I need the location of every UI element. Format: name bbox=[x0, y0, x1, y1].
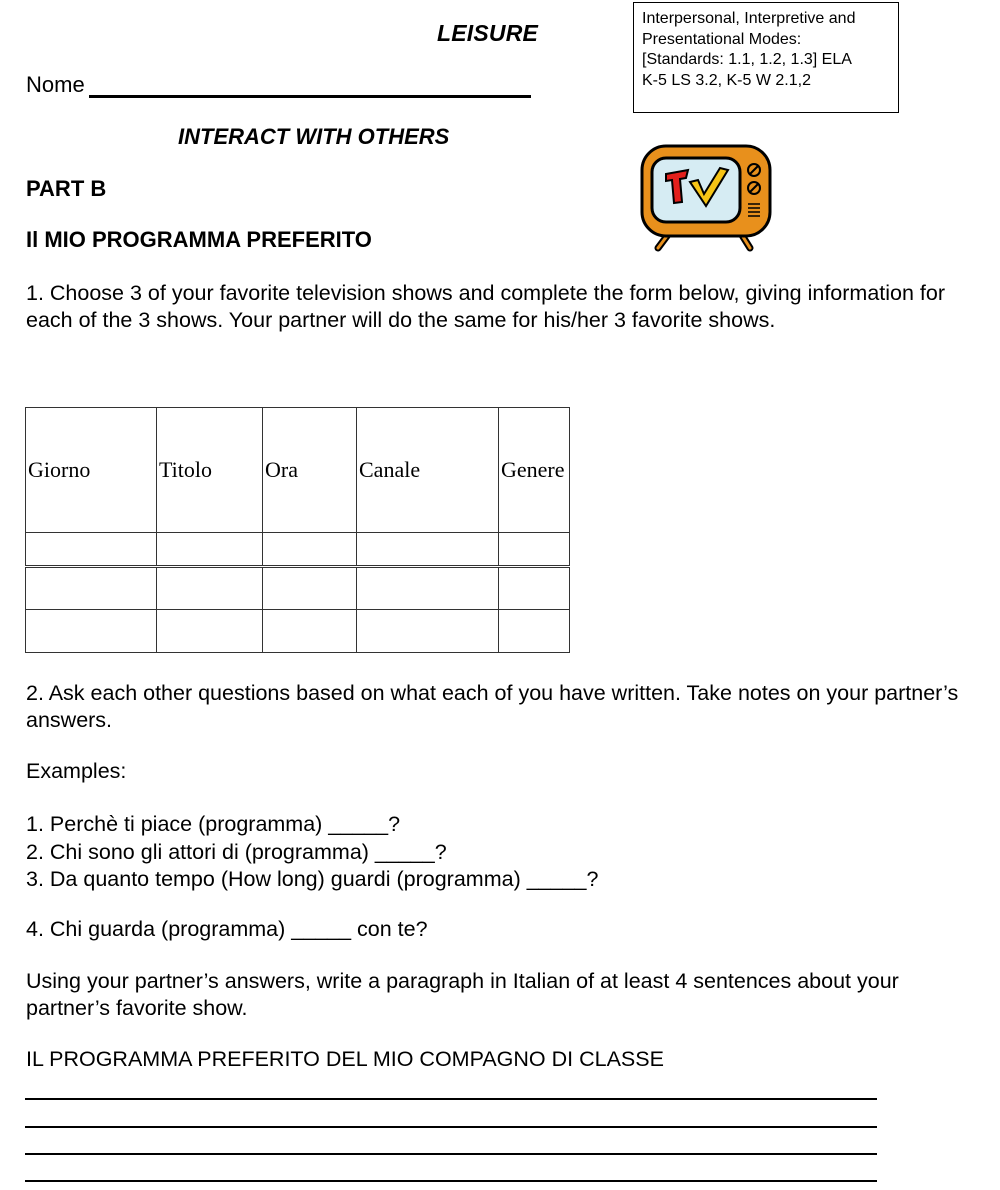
table-cell[interactable] bbox=[357, 567, 499, 610]
table-row bbox=[26, 610, 570, 653]
table-header-row bbox=[26, 408, 570, 533]
examples-list bbox=[26, 811, 598, 894]
page-title: LEISURE bbox=[437, 20, 539, 46]
table-cell[interactable] bbox=[499, 610, 570, 653]
table-cell[interactable] bbox=[157, 567, 263, 610]
name-line[interactable] bbox=[89, 73, 531, 98]
name-label: Nome bbox=[26, 72, 85, 97]
standards-line: [Standards: 1.1, 1.2, 1.3] ELA bbox=[642, 51, 852, 68]
table-cell[interactable] bbox=[26, 610, 157, 653]
column-header-genere: Genere bbox=[499, 408, 570, 533]
table-cell[interactable] bbox=[157, 610, 263, 653]
final-heading: IL PROGRAMMA PREFERITO DEL MIO COMPAGNO DI CLASSE bbox=[26, 1047, 664, 1071]
table-cell[interactable] bbox=[263, 610, 357, 653]
table-cell[interactable] bbox=[263, 533, 357, 567]
example-question: 1. Perchè ti piace (programma) _____? bbox=[26, 812, 401, 836]
examples-label: Examples: bbox=[26, 759, 127, 783]
writing-line[interactable] bbox=[25, 1153, 877, 1155]
table-cell[interactable] bbox=[357, 533, 499, 567]
program-title: Il MIO PROGRAMMA PREFERITO bbox=[26, 227, 372, 252]
column-header-ora: Ora bbox=[263, 408, 357, 533]
standards-box bbox=[633, 2, 899, 113]
table-cell[interactable] bbox=[499, 533, 570, 567]
example-question: 4. Chi guarda (programma) _____ con te? bbox=[26, 917, 428, 941]
example-question: 3. Da quanto tempo (How long) guardi (programma) _____? bbox=[26, 867, 599, 891]
part-label: PART B bbox=[26, 176, 107, 201]
column-header-titolo: Titolo bbox=[157, 408, 263, 533]
writing-line[interactable] bbox=[25, 1098, 877, 1100]
table-cell[interactable] bbox=[26, 533, 157, 567]
table-cell[interactable] bbox=[26, 567, 157, 610]
table-cell[interactable] bbox=[263, 567, 357, 610]
section-subtitle: INTERACT WITH OTHERS bbox=[178, 124, 450, 149]
writing-line[interactable] bbox=[25, 1126, 877, 1128]
table-cell[interactable] bbox=[357, 610, 499, 653]
example-question: 2. Chi sono gli attori di (programma) _____? bbox=[26, 839, 447, 864]
instruction-step-2: 2. Ask each other questions based on what each of you have written. Take notes on your partner’s answers. bbox=[26, 681, 959, 732]
television-icon bbox=[636, 140, 776, 252]
paragraph-instruction: Using your partner’s answers, write a paragraph in Italian of at least 4 sentences about your partner’s favorite show. bbox=[26, 969, 899, 1020]
name-field-row bbox=[26, 72, 531, 98]
standards-line: Interpersonal, Interpretive and bbox=[642, 10, 856, 27]
writing-line[interactable] bbox=[25, 1180, 877, 1182]
standards-line: K-5 LS 3.2, K-5 W 2.1,2 bbox=[642, 71, 811, 89]
table-cell[interactable] bbox=[499, 567, 570, 610]
table-cell[interactable] bbox=[157, 533, 263, 567]
column-header-giorno: Giorno bbox=[26, 408, 157, 533]
standards-line: Presentational Modes: bbox=[642, 30, 802, 48]
shows-table bbox=[25, 407, 570, 653]
table-row bbox=[26, 567, 570, 610]
table-row bbox=[26, 533, 570, 567]
instruction-step-1: 1. Choose 3 of your favorite television shows and complete the form below, giving information for each of the 3 shows. Your partner will do the same for his/her 3 favorite shows. bbox=[26, 281, 946, 332]
column-header-canale: Canale bbox=[357, 408, 499, 533]
